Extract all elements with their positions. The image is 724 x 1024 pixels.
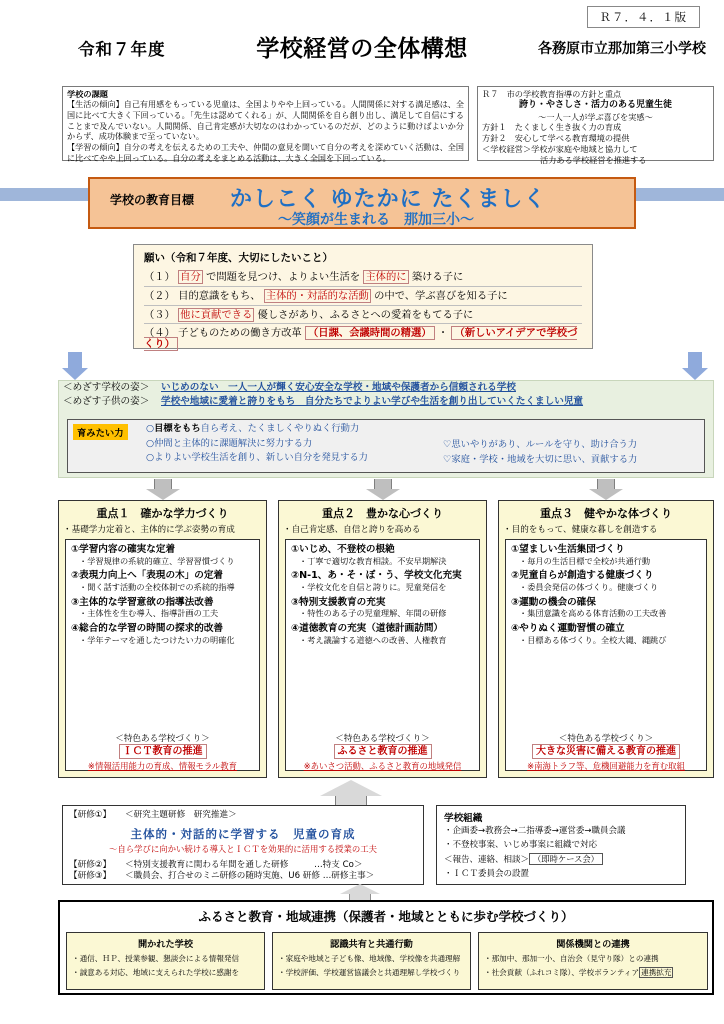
wish-2-highlight-1: 主体的・対話的な活動 [265, 289, 369, 302]
priority-3-item-1-head: ①望ましい生活集団づくり [511, 544, 625, 555]
city-policy-center1: 誇り・やさしさ・活力のある児童生徒 [518, 99, 672, 110]
wish-3-mid: 優しさがあり、ふるさとへの愛着をもてる子に [257, 308, 474, 321]
priority-1-feature-text: ＩＣＴ教育の推進 [119, 744, 207, 759]
priority-2-item-4-head: ④道徳教育の充実（道徳計画訪問） [291, 623, 444, 635]
vision-child-row [59, 395, 713, 409]
wish-1-highlight-2: 主体的に [365, 271, 407, 283]
ability-1-bold: 目標をもち [154, 423, 201, 434]
down-arrow-left-icon [62, 352, 88, 380]
ability-3-mark: ○ [146, 452, 155, 463]
priority-column-3 [498, 500, 714, 778]
education-goal-label: 学校の教育目標 [110, 193, 195, 207]
ability-1-text: 自ら考え、たくましくやりぬく行動力 [200, 423, 360, 434]
abilities-label: 育みたい力 [73, 424, 128, 440]
down-arrow-column3-icon [589, 479, 623, 500]
ability-1-mark: ○ [146, 423, 155, 434]
community-1-title: 開かれた学校 [137, 939, 194, 950]
training-3-text: ＜職員会、打合せのミニ研修の随時実施、U6 研修 …研修主事＞ [125, 871, 375, 882]
school-organization-p2: ・不登校事案、いじめ事案に組織で対応 [444, 840, 598, 851]
priority-2-item-2-detail: ・学校文化を自信と誇りに。児童発信を [299, 581, 447, 592]
wish-row-3 [144, 307, 582, 325]
wish-row-4 [144, 325, 582, 353]
community-2-p1: ・家庭や地域と子ども像、地域像、学校像を共通理解 [278, 954, 461, 963]
community-2-p2: ・学校評価、学校運営協議会と共通理解し学校づくり [278, 968, 461, 978]
ability-2-text: 仲間と主体的に課題解決に努力する力 [154, 437, 313, 449]
priority-1-item-3-detail: ・主体性を生む導入、指導計画の工夫 [79, 608, 219, 619]
priority-3-item-4-head: ④やりぬく運動習慣の確立 [511, 623, 625, 635]
priority-1-feature [66, 739, 259, 758]
top-info-boxes [62, 86, 714, 166]
city-policy-h1: 方針１ たくましく生き抜く力の育成 [482, 122, 622, 133]
community-3-title: 関係機関との連携 [556, 939, 630, 950]
down-arrow-column2-icon [366, 479, 400, 500]
training-line-2 [69, 860, 417, 872]
vision-school-text: いじめのない 一人一人が輝く安心安全な学校・地域や保護者から信頼される学校 [161, 382, 516, 393]
priority-1-item-1-head: ①学習内容の確実な定着 [71, 544, 176, 555]
training-theme-subtitle: ～自ら学びに向かい続ける導入とＩＣＴを効果的に活用する授業の工夫 [109, 843, 377, 854]
school-organization-box [436, 805, 686, 885]
heart-icon-2: ♡ [443, 453, 452, 465]
training-line-1 [69, 810, 417, 822]
priority-3-title: 重点３ 健やかな体づくり [540, 507, 672, 520]
school-organization-p4: ・ＩＣＴ委員会の設置 [444, 869, 530, 880]
vision-child-label: ＜めざす子供の姿＞ [63, 396, 150, 408]
up-arrow-training-icon [320, 780, 382, 806]
city-policy-line1: Ｒ７ 市の学校教育指導の方針と重点 [482, 89, 622, 99]
priority-3-item-4-detail: ・目標ある体づくり。全校大縄、縄跳び [519, 634, 667, 645]
community-3-badge: 連携拡充 [641, 968, 672, 978]
priority-2-item-1-detail: ・丁寧で適切な教育相談。不安早期解決 [299, 555, 447, 566]
priority-1-item-4-detail: ・学年テーマを通したつけたい力の明確化 [79, 634, 235, 645]
page-header [0, 0, 724, 78]
heart-icon-1: ♡ [443, 439, 452, 450]
school-name-label: 各務原市立那加第三小学校 [538, 41, 706, 57]
priority-3-item-3-head: ③運動の機会の確保 [511, 596, 596, 608]
fiscal-year-label: 令和７年度 [78, 40, 166, 59]
training-1-label: 【研修①】 [69, 810, 112, 820]
version-badge: Ｒ７．４．１版 [587, 6, 701, 28]
wish-3-num: （３） [144, 308, 175, 321]
priority-2-item-4-detail: ・考え議論する道徳への改善、人権教育 [299, 634, 447, 645]
page-title: 学校経営の全体構想 [256, 36, 468, 62]
ability-5-text: 家庭・学校・地域を大切に思い、貢献する力 [451, 453, 638, 465]
wish-1-highlight-1: 自分 [180, 271, 201, 283]
city-policy-h3: ＜学校経営＞学校が家庭や地域と協力して [482, 144, 638, 155]
ability-item-2 [146, 437, 368, 452]
priority-1-item-2-detail: ・聞く話す活動の全校体制での系統的指導 [79, 581, 235, 592]
school-issues-box [62, 86, 469, 161]
training-3-label: 【研修③】 [69, 871, 112, 882]
down-arrow-column1-icon [146, 479, 180, 500]
community-column-1 [66, 932, 265, 990]
wish-1-num: （１） [144, 271, 175, 283]
priority-3-item-2-detail: ・委員会発信の体づくり。健康づくり [519, 581, 659, 592]
ability-item-3 [146, 451, 368, 466]
priority-3-body [505, 539, 707, 771]
community-column-3 [478, 932, 708, 990]
training-line-3 [69, 871, 417, 883]
education-goal-sub: ～笑顔が生まれる 那加三小～ [278, 212, 474, 228]
wish-4-highlight-2: （新しいアイデアで学校づくり） [144, 327, 578, 351]
city-policy-h2: 方針２ 安心して学べる教育環境の提供 [482, 133, 630, 144]
school-organization-p1: ・企画委→教務会→二指導委→運営委→職員会議 [444, 826, 626, 836]
priority-1-tokushoku-label: ＜特色ある学校づくり＞ [115, 734, 210, 744]
community-3-p2-text: ・社会貢献（ふれコミ隊）、学校ボランティア [484, 968, 640, 978]
priority-3-item-3-detail: ・集団意識を高める体育活動の工夫改善 [519, 608, 667, 619]
priority-3-subtitle: ・目的をもって、健康な暮しを創造する [503, 525, 658, 535]
wish-2-pre: 目的意識をもち、 [178, 289, 261, 302]
priority-3-note: ※南海トラフ等、危機回避能力を育む取組 [527, 761, 685, 771]
priority-2-subtitle: ・自己肯定感、自信と誇りを高める [283, 525, 421, 535]
school-issues-paragraph-study: 【学習の傾向】自分の考えを伝えるための工夫や、仲間の意見を聞いて自分の考えを深めていく活動は、全国に比べてやや上回っている。自分の考えをまとめる活動は、大きく全国を下回っている。 [67, 141, 464, 163]
wish-row-2 [144, 288, 582, 306]
priority-1-body [65, 539, 260, 771]
wish-4-num: （４） [144, 327, 175, 340]
community-3-p1: ・那加中、那加一小、自治会（見守り隊）との連携 [484, 954, 659, 963]
ability-item-4 [443, 438, 637, 453]
priority-2-item-2-head: ②N-1、あ・そ・ぼ・う、学校文化充実 [291, 570, 462, 582]
vision-school-row [59, 381, 713, 395]
ability-2-mark: ○ [146, 437, 155, 449]
wish-2-num: （２） [144, 289, 175, 302]
city-policy-box [477, 86, 714, 166]
down-arrow-right-icon [682, 352, 708, 380]
priority-3-item-2-head: ②児童自らが創造する健康づくり [511, 570, 654, 582]
priority-2-feature-text: ふるさと教育の推進 [334, 744, 432, 759]
training-1-text: ＜研究主題研修 研究推進＞ [125, 810, 237, 820]
priority-1-item-2-head: ②表現力向上へ「表現の木」の定着 [71, 570, 224, 582]
training-2-text: ＜特別支援教育に関わる年間を通した研修 …特支 Co＞ [125, 859, 363, 870]
priority-2-item-1-head: ①いじめ、不登校の根絶 [291, 544, 395, 555]
wishes-heading: 願い（令和７年度、大切にしたいこと） [144, 252, 333, 264]
ability-4-text: 思いやりがあり、ルールを守り、助け合う力 [451, 439, 638, 450]
priority-1-subtitle: ・基礎学力定着と、主体的に学ぶ姿勢の育成 [63, 525, 235, 535]
ability-item-1 [146, 422, 368, 437]
priority-1-note: ※情報活用能力の育成、情報モラル教育 [87, 761, 238, 771]
priority-1-item-4-head: ④総合的な学習の時間の探求的改善 [71, 623, 224, 635]
school-organization-heading: 学校組織 [444, 813, 483, 824]
priority-2-item-3-head: ③特別支援教育の充実 [291, 596, 386, 608]
priority-2-body [285, 539, 480, 771]
wish-4-pre: 子どものための働き方改革 [178, 327, 302, 340]
school-organization-p3 [444, 854, 678, 866]
wish-1-post: 築ける子に [411, 271, 464, 283]
community-1-p1: ・通信、ＨＰ、授業参観、懇談会による情報発信 [72, 954, 240, 963]
priority-2-item-3-detail: ・特性のある子の児童理解、年間の研修 [299, 608, 447, 619]
city-policy-h4: 活力ある学校経営を推進する [540, 155, 647, 166]
vision-child-text: 学校や地域に愛着と誇りをもち 自分たちでよりよい学びや生活を創り出していくたくましい児童 [161, 396, 584, 408]
community-3-p2 [484, 968, 702, 977]
wish-row-1 [144, 269, 582, 287]
priority-1-item-3-head: ③主体的な学習意欲の指導法改善 [71, 596, 214, 608]
priority-3-item-1-detail: ・毎月の生活目標で全校が共通行動 [519, 555, 651, 566]
wish-4-highlight-1: （日課、会議時間の精選） [305, 326, 435, 340]
priority-2-title: 重点２ 豊かな心づくり [322, 507, 443, 520]
school-organization-p3-text: ＜報告、連絡、相談＞ [444, 855, 530, 866]
case-meeting-badge: （即時ケース会） [529, 853, 603, 865]
training-box [62, 805, 424, 885]
wish-4-mid: ・ [437, 327, 449, 340]
wish-1-mid: で問題を見つけ、よりよい生活を [206, 271, 361, 283]
priority-2-tokushoku-label: ＜特色ある学校づくり＞ [335, 734, 430, 744]
community-column-2 [272, 932, 471, 990]
education-goal-main: かしこく ゆたかに たくましく [230, 187, 547, 212]
wishes-box [133, 244, 593, 349]
community-collaboration-heading: ふるさと教育・地域連携（保護者・地域とともに歩む学校づくり） [198, 909, 574, 924]
ability-3-text: よりよい学校生活を創り、新しい自分を発見する力 [154, 452, 368, 463]
training-theme-title: 主体的・対話的に学習する 児童の育成 [130, 826, 356, 841]
priority-3-feature-text: 大きな災害に備える教育の推進 [532, 744, 680, 759]
training-2-label: 【研修②】 [69, 859, 112, 870]
city-policy-center2: ～一人一人が学ぶ喜びを実感～ [538, 111, 653, 122]
ability-item-5 [443, 453, 637, 468]
school-issues-paragraph-life: 【生活の傾向】自己有用感をもっている児童は、全国よりやや上回っている。人間関係に対する満足感は、全国に比べて大きく下回っている。「先生は認めてくれる」が、人間関係を自ら創り出し、満足して自信にすることまで及んでいない。人間関係、自己肯定感が大切なのはわかっているのだが、どのように動けばよいか分からず、成功体験まで至っていない。 [67, 99, 464, 142]
abilities-box [67, 419, 705, 473]
wish-2-post: の中で、学ぶ喜びを知る子に [374, 289, 508, 302]
community-collaboration-box [58, 900, 714, 995]
priority-column-1 [58, 500, 267, 778]
priority-1-item-1-detail: ・学習規律の系統的確立、学習習慣づくり [79, 555, 235, 566]
vision-school-label: ＜めざす学校の姿＞ [63, 382, 150, 393]
priority-2-note: ※あいさつ活動、ふるさと教育の地域発信 [303, 761, 462, 771]
priority-column-2 [278, 500, 487, 778]
school-issues-heading: 学校の課題 [67, 89, 108, 99]
education-goal-box [88, 177, 636, 229]
priority-2-feature [286, 739, 479, 758]
wish-3-highlight-1: 他に貢献できる [180, 308, 253, 321]
priority-1-title: 重点１ 確かな学力づくり [96, 507, 229, 520]
community-1-p2: ・誠意ある対応、地域に支えられた学校に感謝を [72, 968, 240, 978]
vision-band [58, 380, 714, 478]
abilities-column-left [146, 422, 368, 466]
community-2-title: 認識共有と共通行動 [330, 939, 413, 950]
abilities-column-right [443, 438, 637, 467]
priority-3-tokushoku-label: ＜特色ある学校づくり＞ [558, 734, 654, 744]
priority-3-feature [506, 739, 706, 758]
